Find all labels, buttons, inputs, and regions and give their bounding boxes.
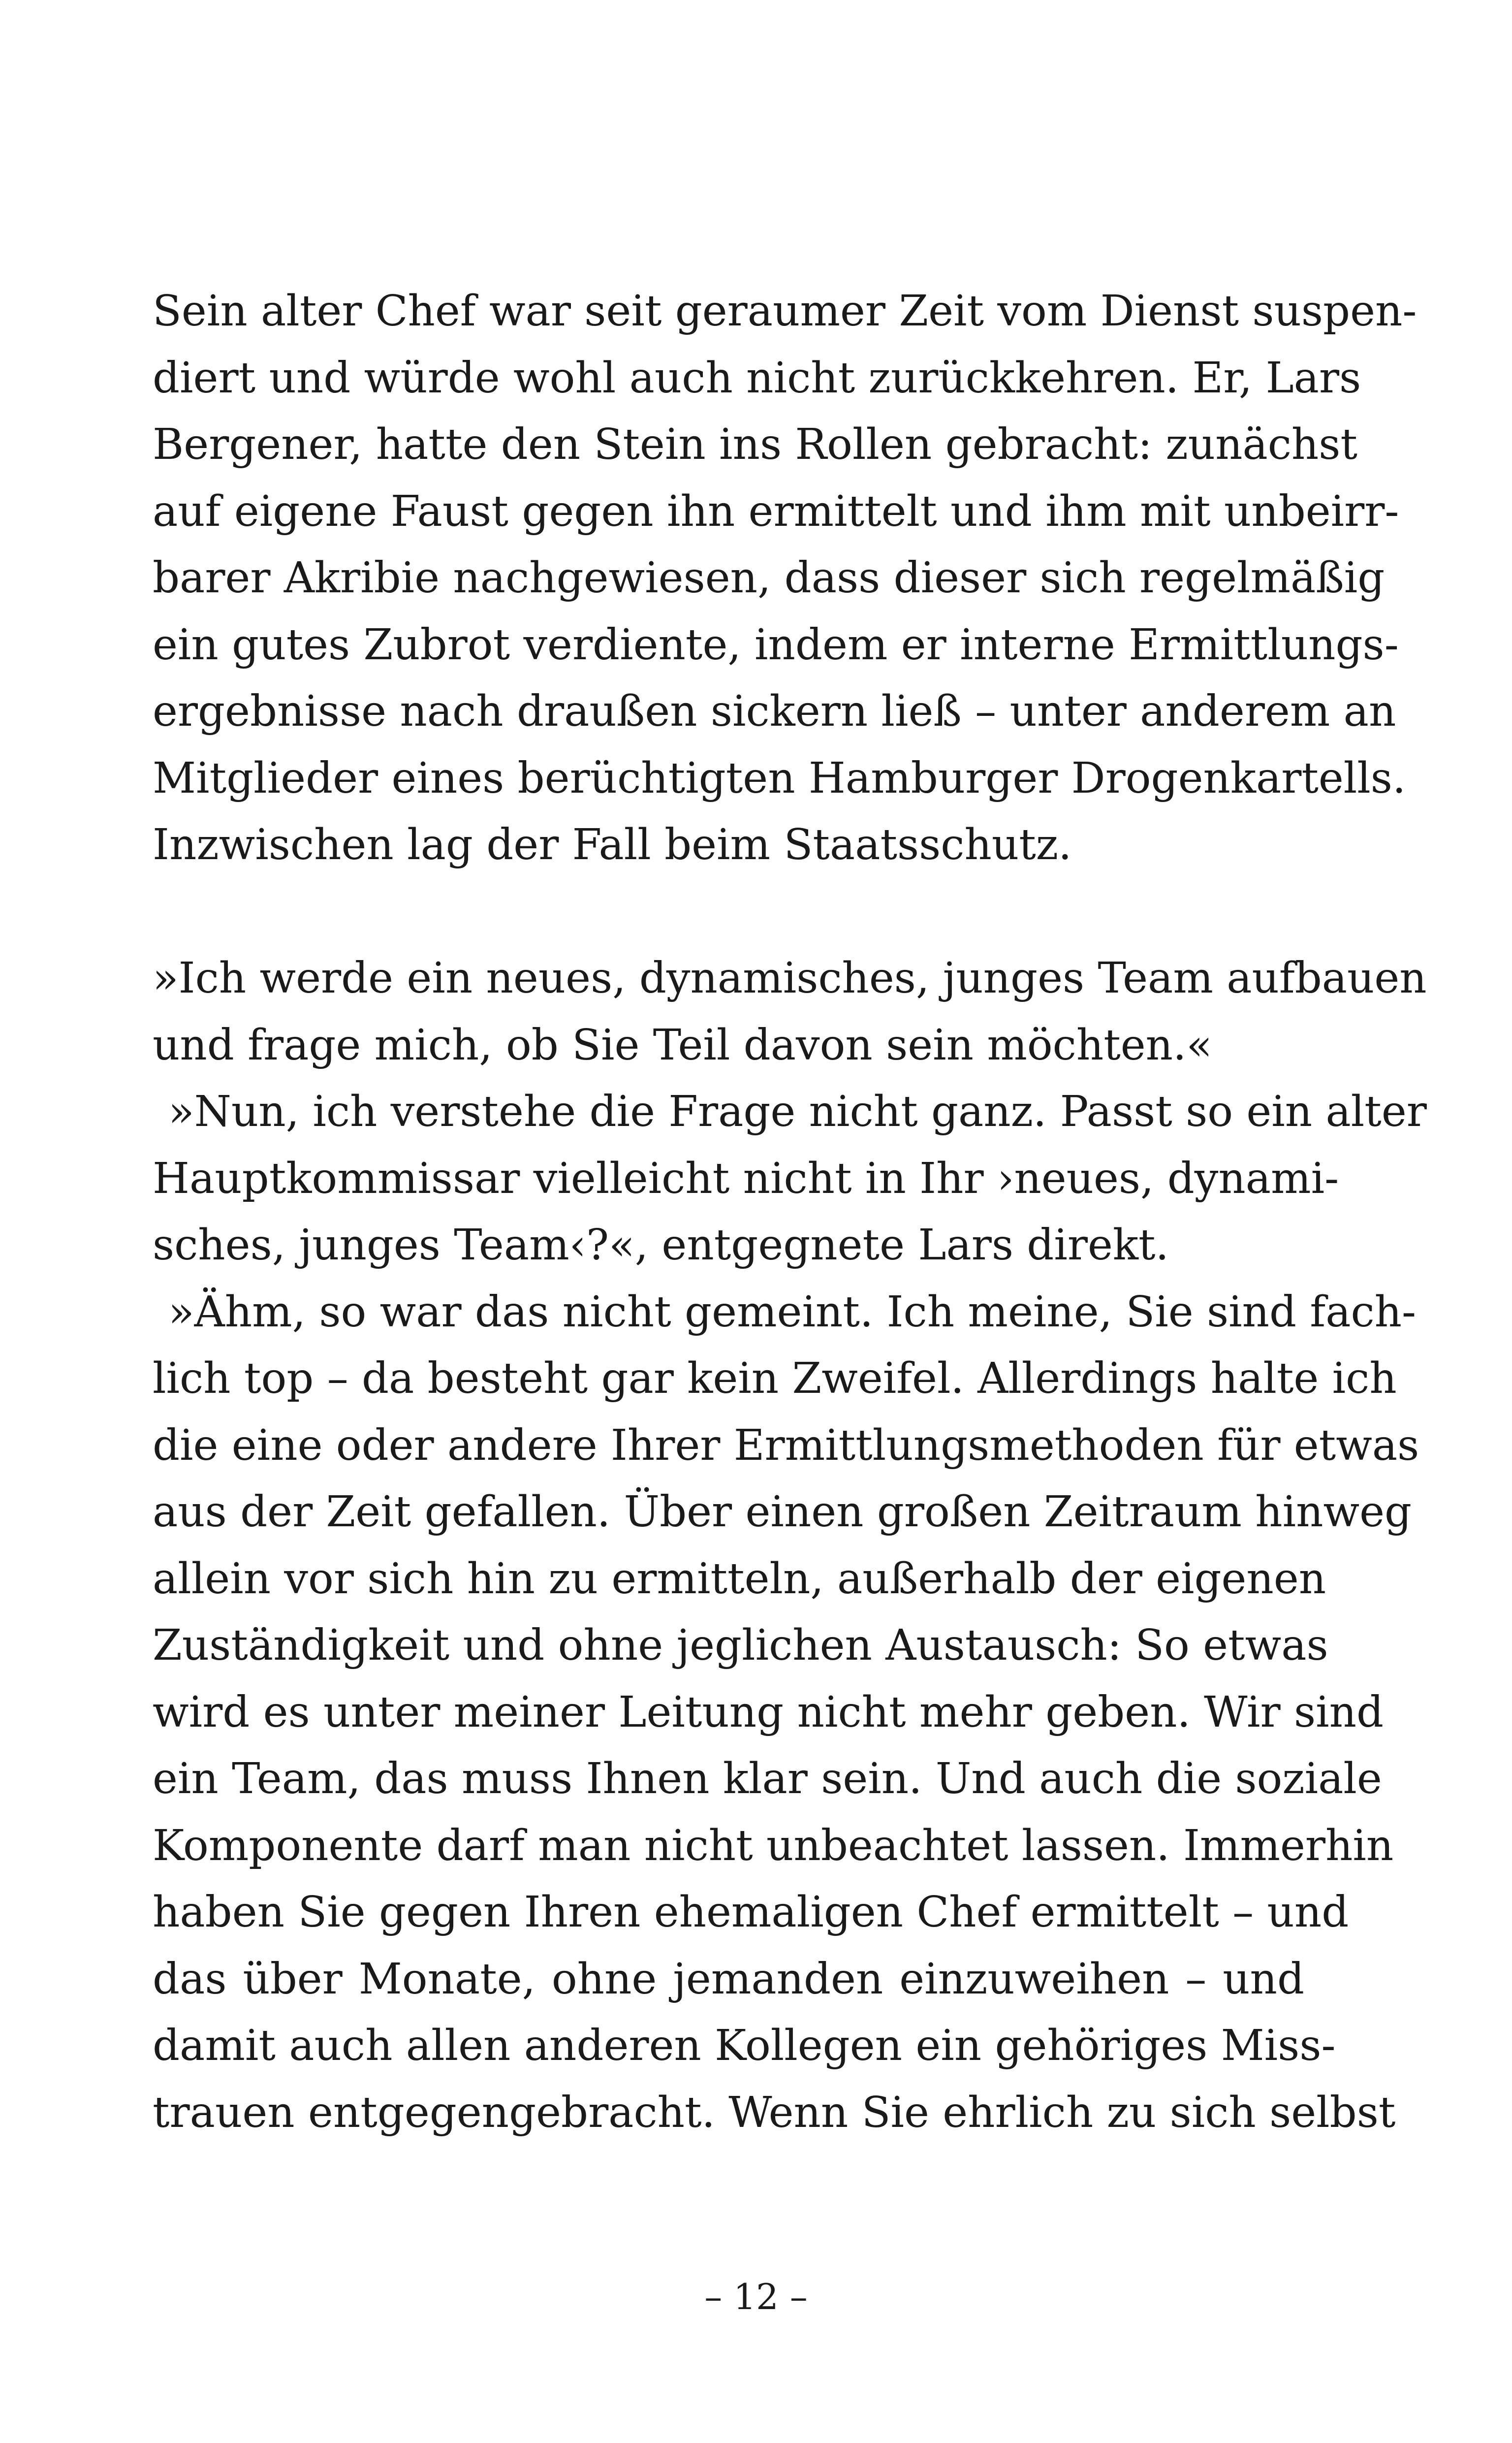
text-block-dialogue (153, 945, 1427, 2146)
text-line: Inzwischen lag der Fall beim Staatsschutz. (153, 820, 1072, 869)
text-line: trauen entgegengebracht. Wenn Sie ehrlich zu sich selbst (153, 2088, 1396, 2137)
text-line: ergebnisse nach draußen sickern ließ – unter anderem an (153, 687, 1396, 736)
text-line: Bergener, hatte den Stein ins Rollen gebracht: zunächst (153, 420, 1357, 469)
text-line: Zuständigkeit und ohne jeglichen Austausch: So etwas (153, 1621, 1328, 1670)
text-line: barer Akribie nachgewiesen, dass dieser sich regelmäßig (153, 553, 1385, 603)
text-line: Sein alter Chef war seit geraumer Zeit vom Dienst suspen- (153, 287, 1417, 336)
text-line: wird es unter meiner Leitung nicht mehr geben. Wir sind (153, 1687, 1384, 1737)
paragraph (153, 1279, 1419, 2147)
page-number: – 12 – (704, 2276, 808, 2317)
text-line: auf eigene Faust gegen ihn ermittelt und ihm mit unbeirr- (153, 486, 1399, 536)
text-line: »Nun, ich verstehe die Frage nicht ganz. Passt so ein alter (168, 1087, 1427, 1136)
text-line: Komponente darf man nicht unbeachtet lassen. Immerhin (153, 1821, 1394, 1870)
text-line: Mitglieder eines berüchtigten Hamburger Drogenkartells. (153, 753, 1406, 803)
text-line: sches, junges Team‹?«, entgegnete Lars direkt. (153, 1221, 1169, 1270)
text-line: »Ähm, so war das nicht gemeint. Ich meine, Sie sind fach- (168, 1287, 1417, 1337)
text-line: diert und würde wohl auch nicht zurückkehren. Er, Lars (153, 353, 1361, 403)
text-block-narration (153, 278, 1417, 879)
text-line: damit auch allen anderen Kollegen ein gehöriges Miss- (153, 2021, 1336, 2070)
paragraph (153, 1079, 1427, 1279)
text-line: das über Monate, ohne jemanden einzuweihen – und (153, 1954, 1304, 2004)
text-line: Hauptkommissar vielleicht nicht in Ihr ›neues, dynami- (153, 1154, 1339, 1203)
text-line: lich top – da besteht gar kein Zweifel. Allerdings halte ich (153, 1354, 1397, 1403)
text-line: die eine oder andere Ihrer Ermittlungsmethoden für etwas (153, 1420, 1419, 1470)
text-line: haben Sie gegen Ihren ehemaligen Chef ermittelt – und (153, 1888, 1349, 1937)
text-line: »Ich werde ein neues, dynamisches, junges Team aufbauen (153, 954, 1427, 1003)
text-line: und frage mich, ob Sie Teil davon sein möchten.« (153, 1020, 1213, 1070)
paragraph (153, 945, 1427, 1079)
text-line: allein vor sich hin zu ermitteln, außerhalb der eigenen (153, 1554, 1326, 1604)
text-line: aus der Zeit gefallen. Über einen großen Zeitraum hinweg (153, 1487, 1412, 1537)
text-line: ein Team, das muss Ihnen klar sein. Und auch die soziale (153, 1754, 1382, 1803)
paragraph (153, 278, 1417, 879)
text-line: ein gutes Zubrot verdiente, indem er interne Ermittlungs- (153, 620, 1399, 670)
